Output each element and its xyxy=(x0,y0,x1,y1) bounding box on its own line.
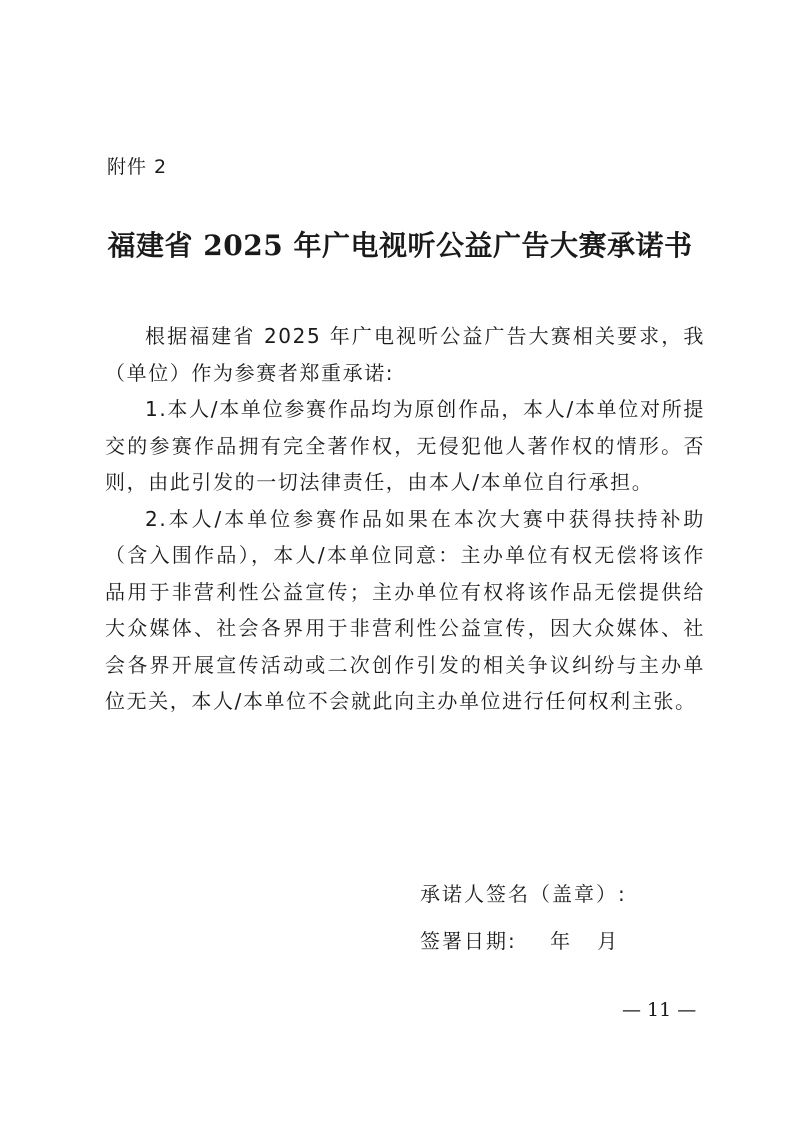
paragraph-intro: 根据福建省 2025 年广电视听公益广告大赛相关要求，我（单位）作为参赛者郑重承诺: xyxy=(105,324,705,385)
page-number: — 11 — xyxy=(622,999,697,1021)
paragraph-clause-2: 2.本人/本单位参赛作品如果在本次大赛中获得扶持补助（含入围作品），本人/本单位同意：主办单位有权无偿将该作品用于非营利性公益宣传；主办单位有权将该作品无偿提供给大众媒体、社会各界用于非营利性公益宣传，因大众媒体、社会各界开展宣传活动或二次创作引发的相关争议纠纷与主办单位无关，本人/本单位不会就此向主办单位进行任何权利主张。 xyxy=(105,506,705,713)
document-title: 福建省 2025 年广电视听公益广告大赛承诺书 xyxy=(107,229,693,262)
attachment-label: 附件 2 xyxy=(107,156,168,178)
signature-label: 承诺人签名（盖章）: xyxy=(420,882,627,906)
document-body xyxy=(105,318,705,720)
signing-date-label: 签署日期: 年 月 xyxy=(420,929,620,953)
paragraph-clause-1: 1.本人/本单位参赛作品均为原创作品，本人/本单位对所提交的参赛作品拥有完全著作权，无侵犯他人著作权的情形。否则，由此引发的一切法律责任，由本人/本单位自行承担。 xyxy=(105,397,705,494)
